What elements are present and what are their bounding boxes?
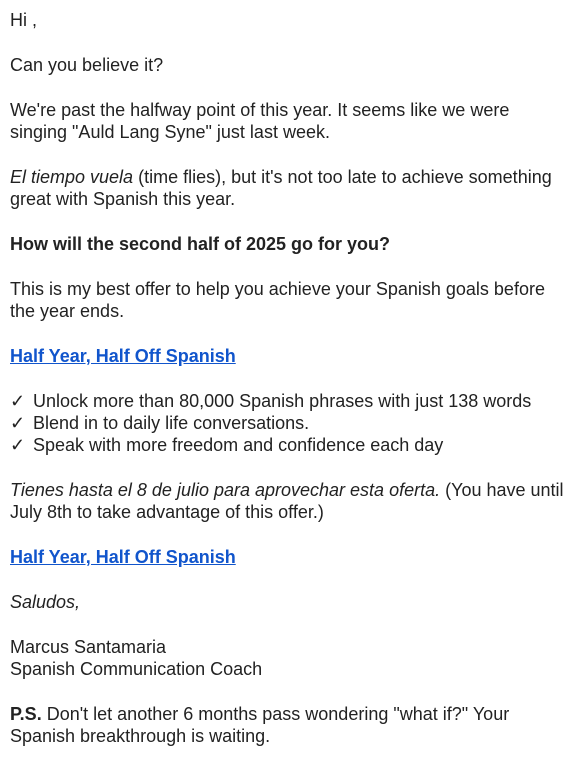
signoff: Saludos,	[10, 592, 81, 612]
section-heading: How will the second half of 2025 go for you?	[10, 234, 391, 254]
paragraph-offer: This is my best offer to help you achieve your Spanish goals before the year ends.	[10, 279, 545, 321]
offer-link-wrapper-2	[10, 546, 570, 568]
paragraph-halfway: We're past the halfway point of this year. It seems like we were singing "Auld Lang Syne" just last week.	[10, 100, 510, 142]
greeting: Hi ,	[10, 10, 37, 30]
offer-link-2[interactable]: Half Year, Half Off Spanish	[10, 547, 236, 567]
checkmark-icon: ✓	[10, 413, 26, 433]
benefit-item: ✓ Blend in to daily life conversations.	[10, 413, 310, 433]
postscript	[10, 703, 570, 747]
benefit-item: ✓ Unlock more than 80,000 Spanish phrases with just 138 words	[10, 391, 532, 411]
paragraph-time-flies-rest: (time flies), but it's not too late to achieve something great with Spanish this year.	[10, 167, 552, 209]
paragraph-time-flies	[10, 166, 570, 210]
ps-text: Don't let another 6 months pass wondering "what if?" Your Spanish breakthrough is waiting.	[10, 704, 510, 746]
intro-line: Can you believe it?	[10, 55, 164, 75]
sender-name: Marcus Santamaria	[10, 637, 167, 657]
spanish-deadline: Tienes hasta el 8 de julio para aprovechar esta oferta.	[10, 480, 441, 500]
benefit-item: ✓ Speak with more freedom and confidence each day	[10, 435, 444, 455]
paragraph-deadline-rest: (You have until July 8th to take advantage of this offer.)	[10, 480, 564, 522]
offer-link-wrapper-1	[10, 345, 570, 367]
ps-label: P.S.	[10, 704, 42, 724]
paragraph-deadline	[10, 479, 570, 523]
sender-title: Spanish Communication Coach	[10, 659, 263, 679]
spanish-phrase-time-flies: El tiempo vuela	[10, 167, 134, 187]
checkmark-icon: ✓	[10, 435, 26, 455]
offer-link-1[interactable]: Half Year, Half Off Spanish	[10, 346, 236, 366]
benefits-list	[10, 390, 570, 456]
checkmark-icon: ✓	[10, 391, 26, 411]
